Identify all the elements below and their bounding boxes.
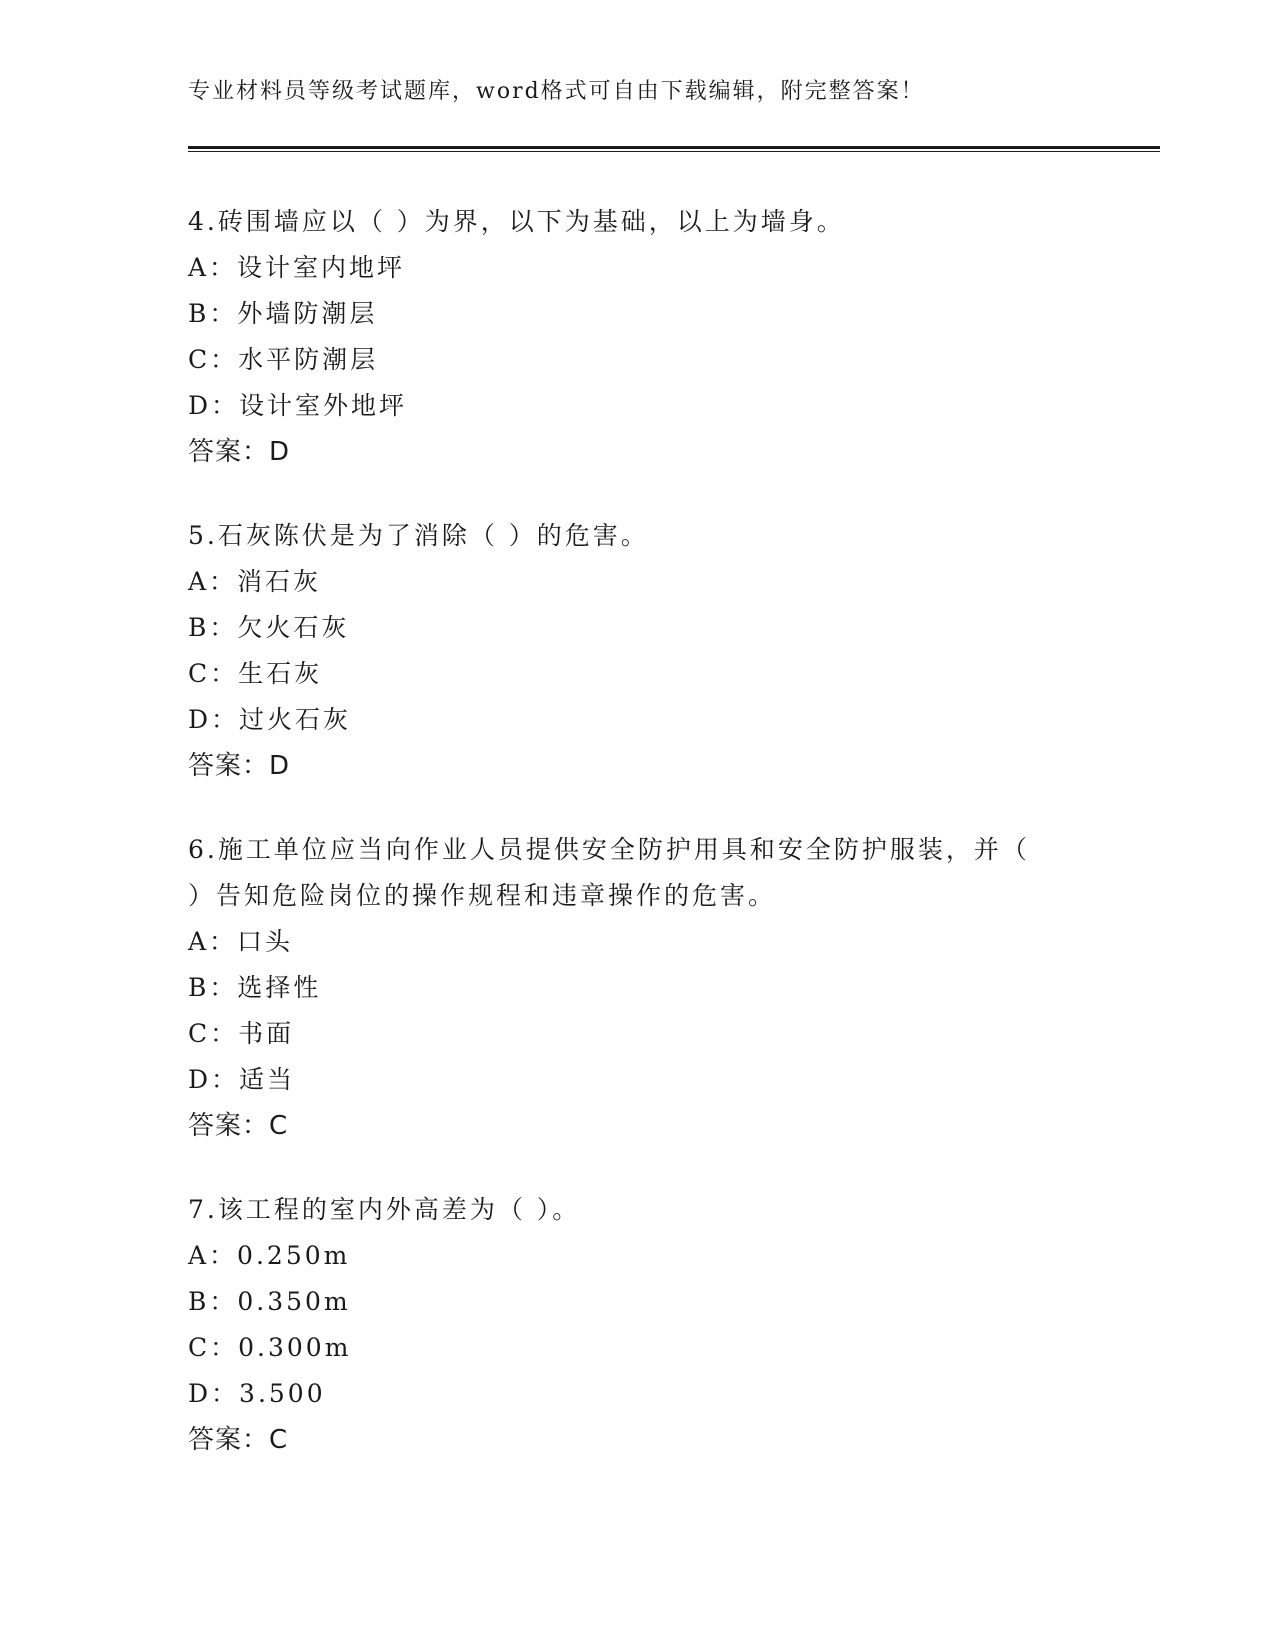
question-5: [188, 513, 1088, 789]
option-a: A：设计室内地坪: [188, 253, 406, 282]
question-stem: 4.砖围墙应以（ ）为界，以下为基础，以上为墙身。: [188, 207, 845, 236]
header-rule: [188, 146, 1160, 152]
option-b: B：外墙防潮层: [188, 299, 378, 328]
question-stem: 7.该工程的室内外高差为（ ）。: [188, 1195, 581, 1224]
question-4: [188, 199, 1088, 475]
option-a: A：口头: [188, 927, 294, 956]
option-c: C：水平防潮层: [188, 345, 379, 374]
question-stem: 6.施工单位应当向作业人员提供安全防护用具和安全防护服装，并（: [188, 835, 1030, 864]
question-7: [188, 1187, 1088, 1463]
option-d: D：适当: [188, 1065, 296, 1094]
option-a: A：消石灰: [188, 567, 322, 596]
option-a: A：0.250m: [188, 1241, 351, 1270]
option-b: B：0.350m: [188, 1287, 351, 1316]
option-d: D：3.500: [188, 1379, 326, 1408]
answer: 答案：C: [188, 1425, 289, 1455]
option-c: C：书面: [188, 1019, 295, 1048]
question-6: [188, 827, 1088, 1149]
option-b: B：欠火石灰: [188, 613, 350, 642]
option-c: C：0.300m: [188, 1333, 352, 1362]
page-header: 专业材料员等级考试题库，word格式可自由下载编辑，附完整答案！: [188, 79, 925, 104]
answer: 答案：D: [188, 437, 291, 467]
question-stem-continued: ）告知危险岗位的操作规程和违章操作的危害。: [188, 881, 777, 910]
option-d: D：设计室外地坪: [188, 391, 408, 420]
option-d: D：过火石灰: [188, 705, 352, 734]
question-stem: 5.石灰陈伏是为了消除（ ）的危害。: [188, 521, 649, 550]
answer: 答案：D: [188, 751, 291, 781]
option-c: C：生石灰: [188, 659, 323, 688]
option-b: B：选择性: [188, 973, 322, 1002]
answer: 答案：C: [188, 1111, 289, 1141]
